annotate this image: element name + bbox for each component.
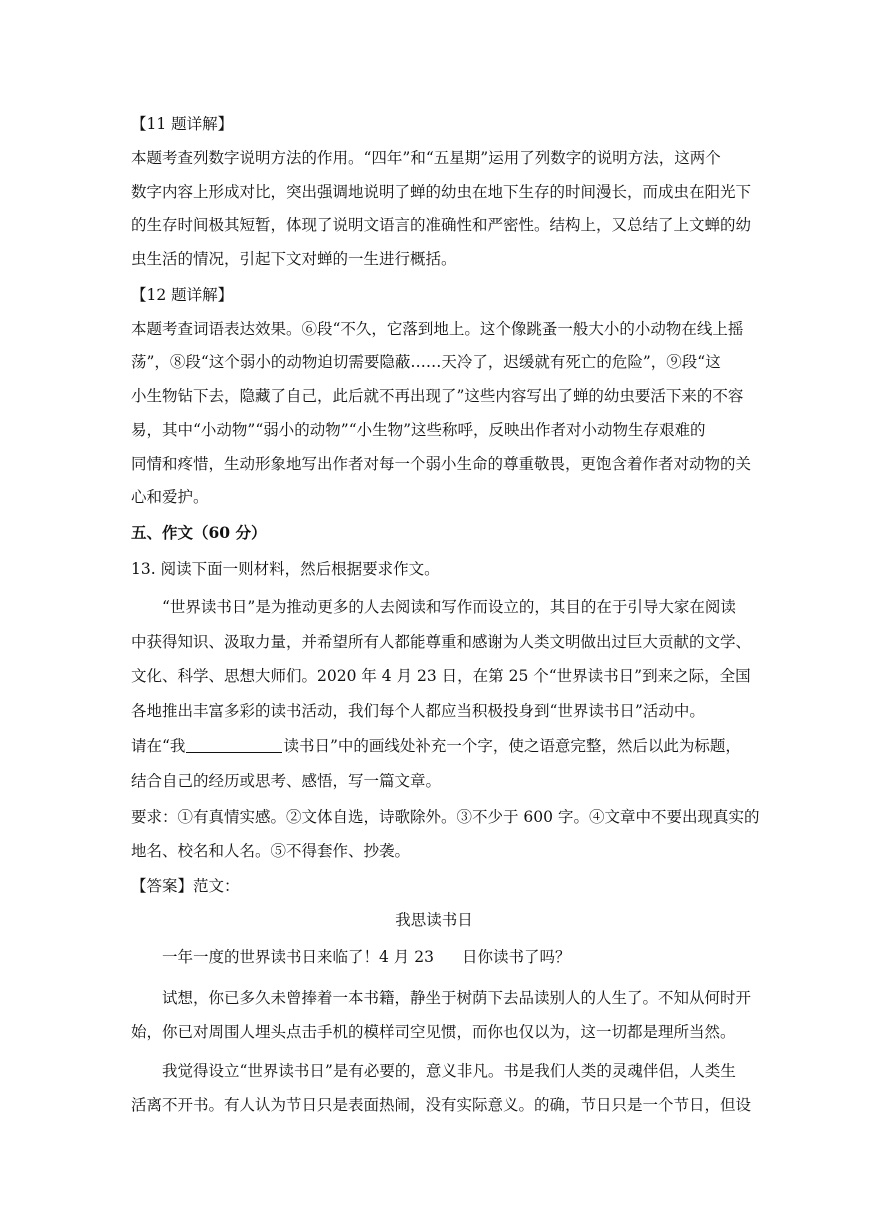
- q13-task-after-blank: 读书日”中的画线处补充一个字，使之语意完整，然后以此为标题，: [283, 737, 741, 755]
- answer-label: 【答案】范文：: [131, 877, 240, 895]
- q13-task-line-1: [131, 735, 741, 757]
- q12-line-4: 易，其中“小动物”“弱小的动物”“小生物”这些称呼，反映出作者对小动物生存艰难的: [131, 421, 706, 439]
- q13-material-line-4: 各地推出丰富多彩的读书活动，我们每个人都应当积极投身到“世界读书日”活动中。: [131, 702, 705, 720]
- section-5-heading: 五、作文（60 分）: [131, 523, 267, 542]
- q12-line-2: 荡”，⑧段“这个弱小的动物迫切需要隐蔽……天冷了，迟缓就有死亡的危险”，⑨段“这: [131, 353, 721, 371]
- essay-p3-line-2: 活离不开书。有人认为节日只是表面热闹，没有实际意义。的确，节日只是一个节日，但设: [131, 1096, 752, 1114]
- q11-line-3: 的生存时间极其短暂，体现了说明文语言的准确性和严密性。结构上，又总结了上文蝉的幼: [131, 216, 752, 234]
- q13-material-line-1: “世界读书日”是为推动更多的人去阅读和写作而设立的，其目的在于引导大家在阅读: [162, 598, 736, 616]
- q13-material-line-2: 中获得知识、汲取力量，并希望所有人都能尊重和感谢为人类文明做出过巨大贡献的文学、: [131, 633, 752, 651]
- title-blank-underline: [186, 738, 282, 753]
- q13-task-before-blank: 请在“我: [131, 737, 186, 755]
- q11-line-2: 数字内容上形成对比，突出强调地说明了蝉的幼虫在地下生存的时间漫长，而成虫在阳光下: [131, 183, 752, 201]
- essay-title: 我思读书日: [395, 911, 473, 929]
- q12-line-5: 同情和疼惜，生动形象地写出作者对每一个弱小生命的尊重敬畏，更饱含着作者对动物的关: [131, 455, 752, 473]
- q11-line-4: 虫生活的情况，引起下文对蝉的一生进行概括。: [131, 250, 457, 268]
- essay-p2-line-1: 试想，你已多久未曾捧着一本书籍，静坐于树荫下去品读别人的人生了。不知从何时开: [162, 989, 752, 1007]
- q13-requirements-line-1: 要求：①有真情实感。②文体自选，诗歌除外。③不少于 600 字。④文章中不要出现真实的: [131, 808, 760, 826]
- q13-prompt: 13. 阅读下面一则材料，然后根据要求作文。: [131, 560, 440, 578]
- q11-line-1: 本题考查列数字说明方法的作用。“四年”和“五星期”运用了列数字的说明方法，这两个: [131, 149, 721, 167]
- q12-heading: 【12 题详解】: [131, 286, 234, 304]
- q11-heading: 【11 题详解】: [131, 115, 234, 133]
- essay-p1-part-1: 一年一度的世界读书日来临了！4 月 23: [162, 948, 434, 966]
- q12-line-1: 本题考查词语表达效果。⑥段“不久，它落到地上。这个像跳蚤一般大小的小动物在线上摇: [131, 320, 744, 338]
- q13-material-line-3: 文化、科学、思想大师们。2020 年 4 月 23 日，在第 25 个“世界读书日”到来之际，全国: [131, 667, 751, 685]
- essay-paragraph-1: [162, 946, 772, 968]
- q13-task-line-2: 结合自己的经历或思考、感悟，写一篇文章。: [131, 772, 442, 790]
- essay-p1-part-2: 日你读书了吗？: [461, 948, 571, 966]
- q13-requirements-line-2: 地名、校名和人名。⑤不得套作、抄袭。: [131, 842, 411, 860]
- q12-line-3: 小生物钻下去，隐藏了自己，此后就不再出现了”这些内容写出了蝉的幼虫要活下来的不容: [131, 387, 744, 405]
- essay-p2-line-2: 始，你已对周围人埋头点击手机的模样司空见惯，而你也仅以为，这一切都是理所当然。: [131, 1023, 736, 1041]
- essay-p3-line-1: 我觉得设立“世界读书日”是有必要的，意义非凡。书是我们人类的灵魂伴侣，人类生: [162, 1062, 736, 1080]
- q12-line-6: 心和爱护。: [131, 488, 209, 506]
